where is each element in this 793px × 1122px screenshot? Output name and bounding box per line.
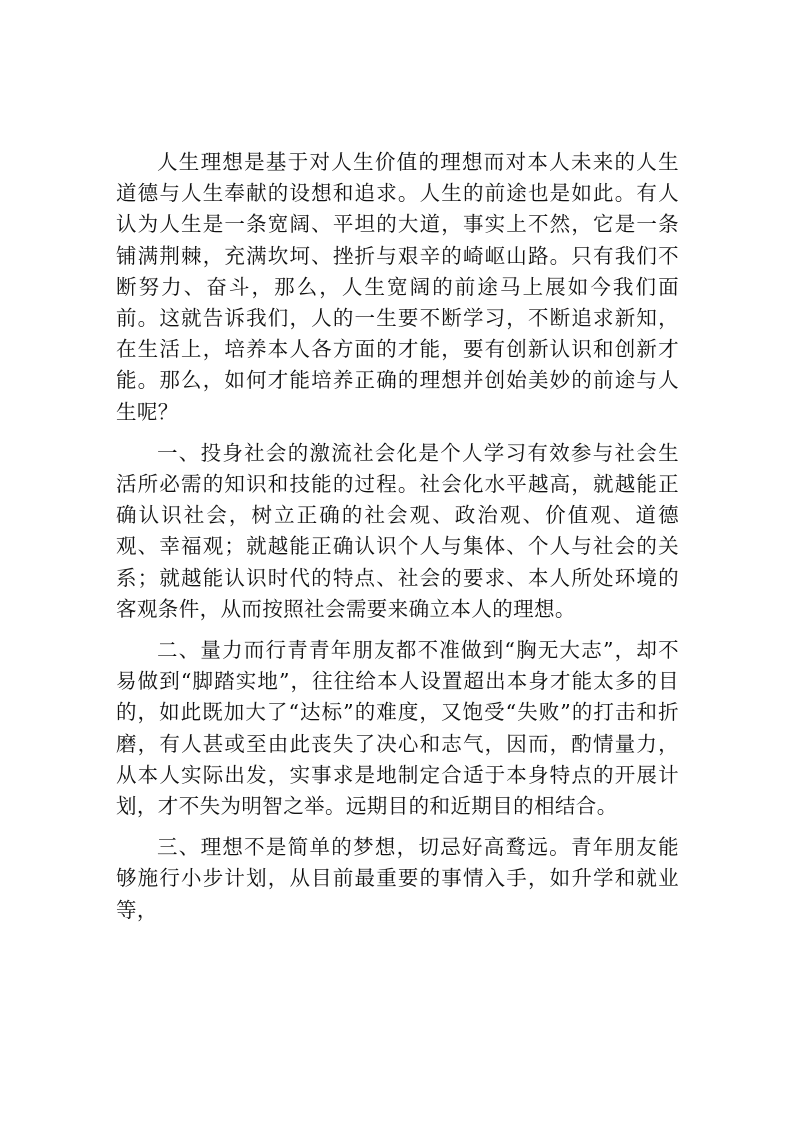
section-two-paragraph: 二、量力而行青青年朋友都不准做到“胸无大志”，却不易做到“脚踏实地”，往往给本人设置超出本身才能太多的目的，如此既加大了“达标”的难度，又饱受“失败”的打击和折磨，有人甚或至由此丧失了决心和志气，因而，酌情量力，从本人实际出发，实事求是地制定合适于本身特点的开展计划，才不失为明智之举。远期目的和近期目的相结合。 (116, 638, 679, 819)
section-three-paragraph: 三、理想不是简单的梦想，切忌好高鹜远。青年朋友能够施行小步计划，从目前最重要的事情入手，如升学和就业等， (116, 835, 679, 922)
intro-paragraph: 人生理想是基于对人生价值的理想而对本人未来的人生道德与人生奉献的设想和追求。人生的前途也是如此。有人认为人生是一条宽阔、平坦的大道，事实上不然，它是一条铺满荆棘，充满坎坷、挫折与艰辛的崎岖山路。只有我们不断努力、奋斗，那么，人生宽阔的前途马上展如今我们面前。这就告诉我们，人的一生要不断学习，不断追求新知，在生活上，培养本人各方面的才能，要有创新认识和创新才能。那么，如何才能培养正确的理想并创始美妙的前途与人生呢？ (116, 150, 679, 424)
document-body (116, 147, 679, 936)
section-one-paragraph: 一、投身社会的激流社会化是个人学习有效参与社会生活所必需的知识和技能的过程。社会化水平越高，就越能正确认识社会，树立正确的社会观、政治观、价值观、道德观、幸福观；就越能正确认识个人与集体、个人与社会的关系；就越能认识时代的特点、社会的要求、本人所处环境的客观条件，从而按照社会需要来确立本人的理想。 (116, 440, 679, 621)
